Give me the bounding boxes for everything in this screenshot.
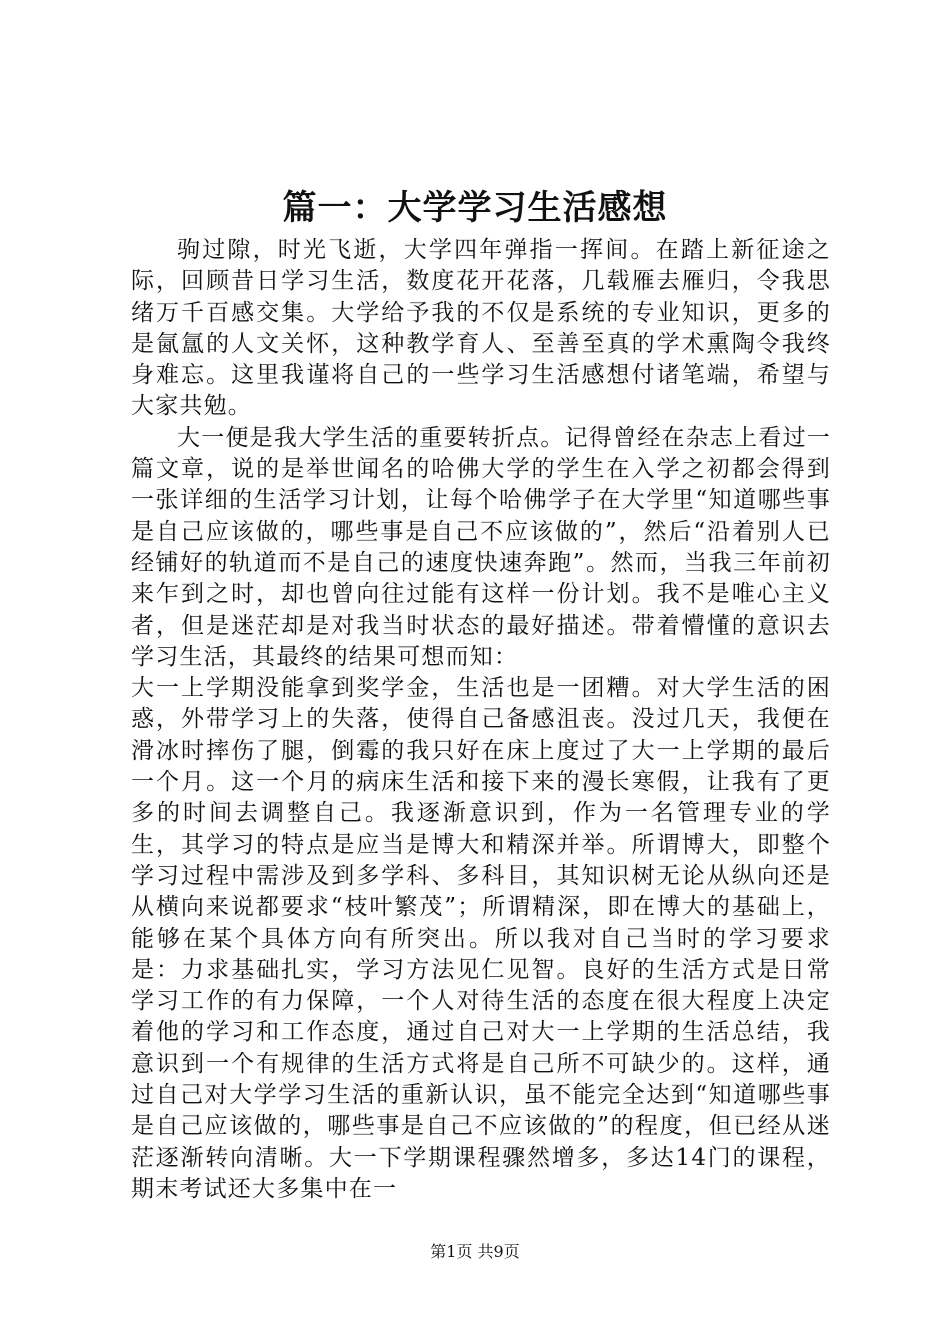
paragraph-3: 大一上学期没能拿到奖学金，生活也是一团糟。对大学生活的困惑，外带学习上的失落，使得自己备感沮丧。没过几天，我便在滑冰时摔伤了腿，倒霉的我只好在床上度过了大一上学期的最后一个月。这一个月的病床生活和接下来的漫长寒假，让我有了更多的时间去调整自己。我逐渐意识到，作为一名管理专业的学生，其学习的特点是应当是博大和精深并举。所谓博大，即整个学习过程中需涉及到多学科、多科目，其知识树无论从纵向还是从横向来说都要求“枝叶繁茂”；所谓精深，即在博大的基础上，能够在某个具体方向有所突出。所以我对自己当时的学习要求是：力求基础扎实，学习方法见仁见智。良好的生活方式是日常学习工作的有力保障，一个人对待生活的态度在很大程度上决定着他的学习和工作态度，通过自己对大一上学期的生活总结，我意识到一个有规律的生活方式将是自己所不可缺少的。这样，通过自己对大学学习生活的重新认识，虽不能完全达到“知道哪些事是自己应该做的，哪些事是自己不应该做的”的程度，但已经从迷茫逐渐转向清晰。大一下学期课程骤然增多，多达14门的课程，期末考试还大多集中在一 [131, 675, 831, 1202]
page-footer: 第1页 共9页 [430, 1242, 520, 1261]
paragraph-1: 驹过隙，时光飞逝，大学四年弹指一挥间。在踏上新征途之际，回顾昔日学习生活，数度花开花落，几载雁去雁归，令我思绪万千百感交集。大学给予我的不仅是系统的专业知识，更多的是氤氲的人文关怀，这种教学育人、至善至真的学术熏陶令我终身难忘。这里我谨将自己的一些学习生活感想付诸笔端，希望与大家共勉。 [131, 237, 831, 420]
paragraph-2: 大一便是我大学生活的重要转折点。记得曾经在杂志上看过一篇文章，说的是举世闻名的哈佛大学的学生在入学之初都会得到一张详细的生活学习计划，让每个哈佛学子在大学里“知道哪些事是自己应该做的，哪些事是自己不应该做的”，然后“沿着别人已经铺好的轨道而不是自己的速度快速奔跑”。然而，当我三年前初来乍到之时，却也曾向往过能有这样一份计划。我不是唯心主义者，但是迷茫却是对我当时状态的最好描述。带着懵懂的意识去学习生活，其最终的结果可想而知： [131, 424, 831, 670]
document-body [131, 235, 831, 1205]
document-title: 篇一：大学学习生活感想 [282, 188, 668, 228]
